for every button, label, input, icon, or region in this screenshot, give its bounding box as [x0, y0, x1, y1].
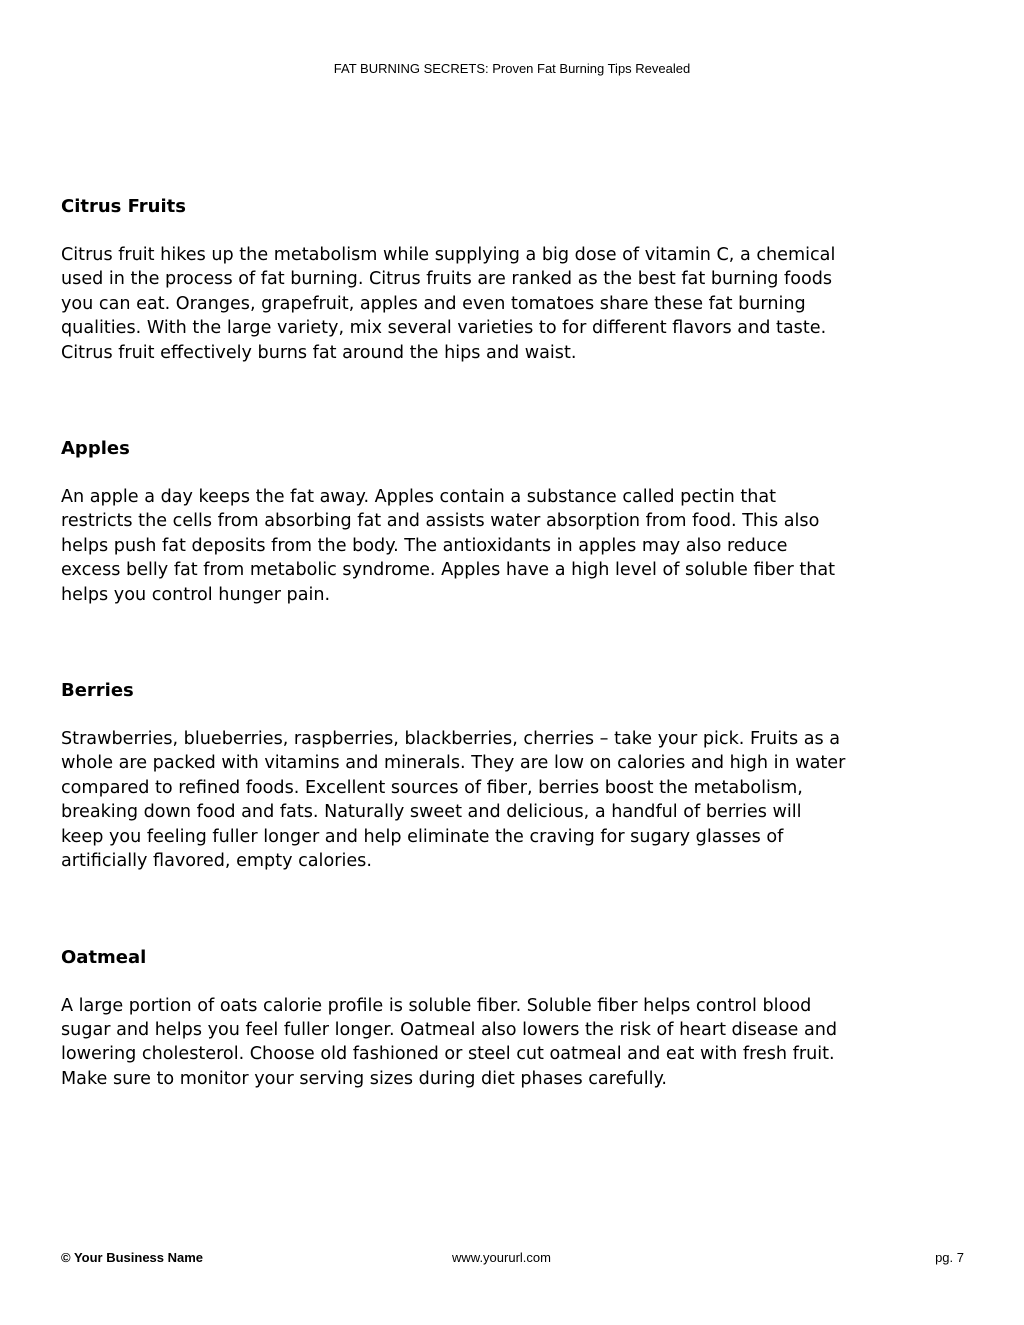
section-heading: Citrus Fruits: [61, 196, 186, 217]
page-footer: [61, 1250, 964, 1266]
section-spacer: [61, 607, 966, 679]
section-spacer: [61, 874, 966, 946]
footer-url-link[interactable]: www.yoururl.com: [452, 1250, 551, 1265]
section-paragraph: Citrus fruit hikes up the metabolism while supplying a big dose of vitamin C, a chemical used in the process of fat burning. Citrus fruits are ranked as the best fat burning foods you can eat. Oranges, grapefruit, apples and even tomatoes share these fat burning qualities. With the large variety, mix several varieties to for different flavors and taste. Citrus fruit effectively burns fat around the hips and waist.: [61, 245, 836, 363]
document-body: [61, 195, 966, 1091]
section-heading: Oatmeal: [61, 946, 147, 968]
footer-copyright: © Your Business Name: [61, 1250, 204, 1265]
footer-page-number: pg. 7: [935, 1250, 964, 1265]
section-citrus-fruits: [61, 195, 966, 365]
section-oatmeal: [61, 946, 966, 1092]
page-header: FAT BURNING SECRETS: Proven Fat Burning Tips Revealed: [333, 61, 691, 76]
section-spacer: [61, 365, 966, 437]
section-heading: Apples: [61, 438, 130, 460]
section-heading: Berries: [61, 680, 134, 702]
section-apples: [61, 437, 966, 607]
section-paragraph: An apple a day keeps the fat away. Apples contain a substance called pectin that restricts the cells from absorbing fat and assists water absorption from food. This also helps push fat deposits from the body. The antioxidants in apples may also reduce excess belly fat from metabolic syndrome. Apples have a high level of soluble fiber that helps you control hunger pain.: [61, 487, 836, 605]
section-berries: [61, 679, 966, 873]
section-paragraph: Strawberries, blueberries, raspberries, blackberries, cherries – take your pick. Fruits as a whole are packed with vitamins and minerals. They are low on calories and high in water compared to refined foods. Excellent sources of fiber, berries boost the metabolism, breaking down food and fats. Naturally sweet and delicious, a handful of berries will keep you feeling fuller longer and help eliminate the craving for sugary glasses of artificially flavored, empty calories.: [61, 729, 846, 872]
section-paragraph: A large portion of oats calorie profile is soluble fiber. Soluble fiber helps control blood sugar and helps you feel fuller longer. Oatmeal also lowers the risk of heart disease and lowering cholesterol. Choose old fashioned or steel cut oatmeal and eat with fresh fruit. Make sure to monitor your serving sizes during diet phases carefully.: [61, 995, 838, 1089]
